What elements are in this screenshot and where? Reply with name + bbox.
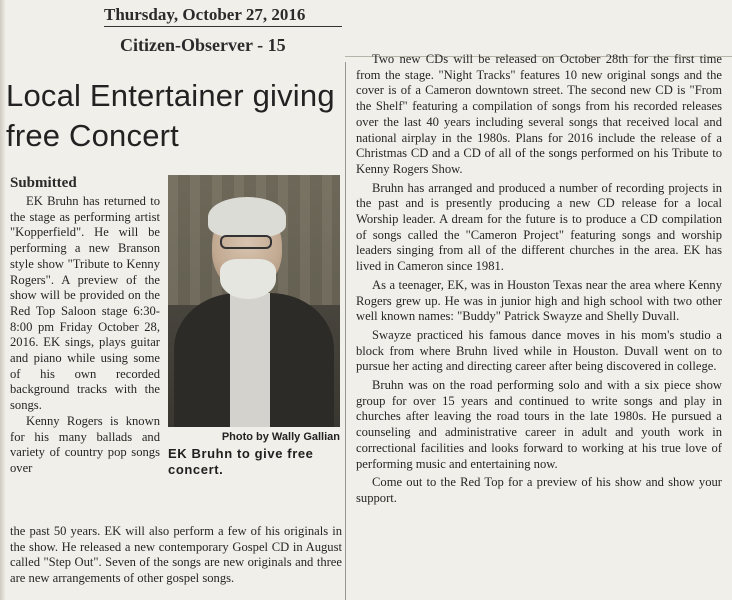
page-header: Citizen-Observer - 15 (120, 35, 286, 55)
body-paragraph: EK Bruhn has returned to the stage as performing artist "Kopperfield". He will be performing a new Branson style show "Tribute to Kenny Rogers". A preview of the show will be provided on the Red Top Saloon stage 6:30-8:00 pm Friday October 28, 2016. EK sings, plays guitar and piano while using some of his own recorded background tracks with the songs. (10, 194, 160, 413)
portrait-photo (168, 175, 340, 427)
body-paragraph: As a teenager, EK, was in Houston Texas near the area where Kenny Rogers grew up. He was in junior high and high school with two other well known names: "Buddy" Patrick Swayze and Shelly Duvall. (356, 277, 722, 324)
body-paragraph: Come out to the Red Top for a preview of his show and show your support. (356, 475, 722, 505)
photo-glasses (220, 235, 272, 249)
article-headline: Local Entertainer giving free Concert (6, 78, 335, 153)
column-divider (345, 62, 346, 600)
photo-caption: EK Bruhn to give free concert. (168, 446, 314, 477)
body-paragraph: Kenny Rogers is known for his many ballads and variety of country pop songs over (10, 413, 160, 475)
body-paragraph: the past 50 years. EK will also perform a few of his originals in the show. He released a new contemporary Gospel CD in August called "Step Out". Seven of the songs are new originals and three are new arrangements of other gospel songs. (10, 524, 342, 586)
article-byline: Submitted (10, 175, 77, 191)
body-paragraph: Two new CDs will be released on October 28th for the first time from the stage. "Night Tracks" features 10 new original songs and the cover is of a Cameron downtown street. The second new CD is "From the Shelf" featuring a compilation of songs from his recorded releases over the last 40 years including several songs that received local and national airplay in the 1980s. Plans for 2016 include the release of a Christmas CD and a CD of all of the songs performed on his Tribute to Kenny Rogers Show. (356, 52, 722, 176)
photo-credit: Photo by Wally Gallian (221, 431, 340, 443)
body-paragraph: Swayze practiced his famous dance moves in his mom's studio a block from where Bruhn lived while in Houston. Duvall went on to pursue her acting and directing career after being discovered in college. (356, 327, 722, 374)
left-column-wide (10, 524, 342, 600)
photo-shirt (230, 293, 270, 427)
left-column-narrow (10, 194, 160, 477)
photo-beard (220, 259, 276, 299)
issue-date: Thursday, October 27, 2016 (104, 4, 342, 27)
photo-hair (208, 197, 286, 237)
right-column (356, 52, 722, 600)
body-paragraph: Bruhn was on the road performing solo and with a six piece show group for over 15 years and continued to write songs and play in churches after leaving the road tours in the late 1980s. He pursued a counseling and administrative career in adult and youth work in correctional facilities and looks forward to working at his true love of performing music and entertaining now. (356, 378, 722, 471)
body-paragraph: Bruhn has arranged and produced a number of recording projects in the past and is presently producing a new CD release for a local Worship leader. A dream for the future is to produce a CD compilation of songs called the "Cameron Project" featuring songs and worship leaders singing from all of the different churches in the area. EK has lived in Cameron since 1981. (356, 180, 722, 274)
